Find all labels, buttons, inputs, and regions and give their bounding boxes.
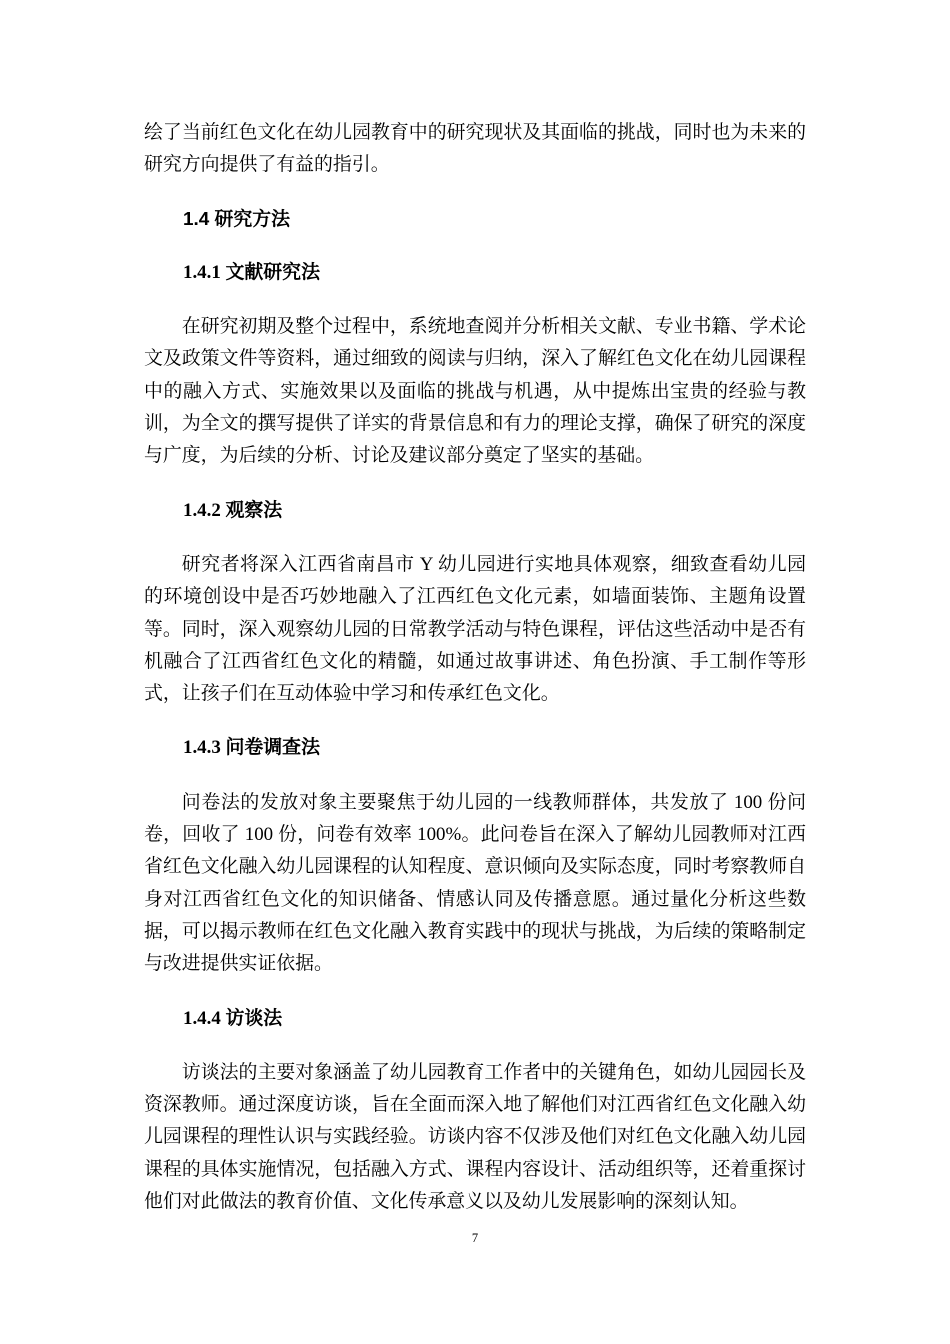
document-page	[144, 117, 806, 1218]
paragraph-questionnaire: 问卷法的发放对象主要聚焦于幼儿园的一线教师群体，共发放了 100 份问卷，回收了 100 份，问卷有效率 100%。此问卷旨在深入了解幼儿园教师对江西省红色文化融入幼儿园课程的认知程度、意识倾向及实际态度，同时考察教师自身对江西省红色文化的知识储备、情感认同及传播意愿。通过量化分析这些数据，可以揭示教师在红色文化融入教育实践中的现状与挑战，为后续的策略制定与改进提供实证依据。	[144, 791, 806, 975]
paragraph-interview: 访谈法的主要对象涵盖了幼儿园教育工作者中的关键角色，如幼儿园园长及资深教师。通过深度访谈，旨在全面而深入地了解他们对江西省红色文化融入幼儿园课程的理性认识与实践经验。访谈内容不仅涉及他们对红色文化融入幼儿园课程的具体实施情况，包括融入方式、课程内容设计、活动组织等，还着重探讨他们对此做法的教育价值、文化传承意义以及幼儿发展影响的深刻认知。	[144, 1061, 806, 1213]
subsection-heading-interview: 1.4.4 访谈法	[183, 1007, 283, 1029]
paragraph-literature-research: 在研究初期及整个过程中，系统地查阅并分析相关文献、专业书籍、学术论文及政策文件等资料，通过细致的阅读与归纳，深入了解红色文化在幼儿园课程中的融入方式、实施效果以及面临的挑战与机遇，从中提炼出宝贵的经验与教训，为全文的撰写提供了详实的背景信息和有力的理论支撑，确保了研究的深度与广度，为后续的分析、讨论及建议部分奠定了坚实的基础。	[144, 316, 806, 467]
paragraph-observation: 研究者将深入江西省南昌市 Y 幼儿园进行实地具体观察，细致查看幼儿园的环境创设中是否巧妙地融入了江西红色文化元素，如墙面装饰、主题角设置等。同时，深入观察幼儿园的日常教学活动与特色课程，评估这些活动中是否有机融合了江西省红色文化的精髓，如通过故事讲述、角色扮演、手工制作等形式，让孩子们在互动体验中学习和传承红色文化。	[144, 553, 806, 705]
subsection-heading-questionnaire: 1.4.3 问卷调查法	[183, 737, 320, 759]
page-number: 7	[471, 1231, 479, 1245]
section-heading-research-methods: 1.4 研究方法	[183, 208, 291, 230]
subsection-heading-literature-research: 1.4.1 文献研究法	[183, 261, 320, 283]
subsection-heading-observation: 1.4.2 观察法	[183, 499, 283, 521]
intro-continuation-paragraph: 绘了当前红色文化在幼儿园教育中的研究现状及其面临的挑战，同时也为未来的研究方向提供了有益的指引。	[144, 122, 806, 176]
